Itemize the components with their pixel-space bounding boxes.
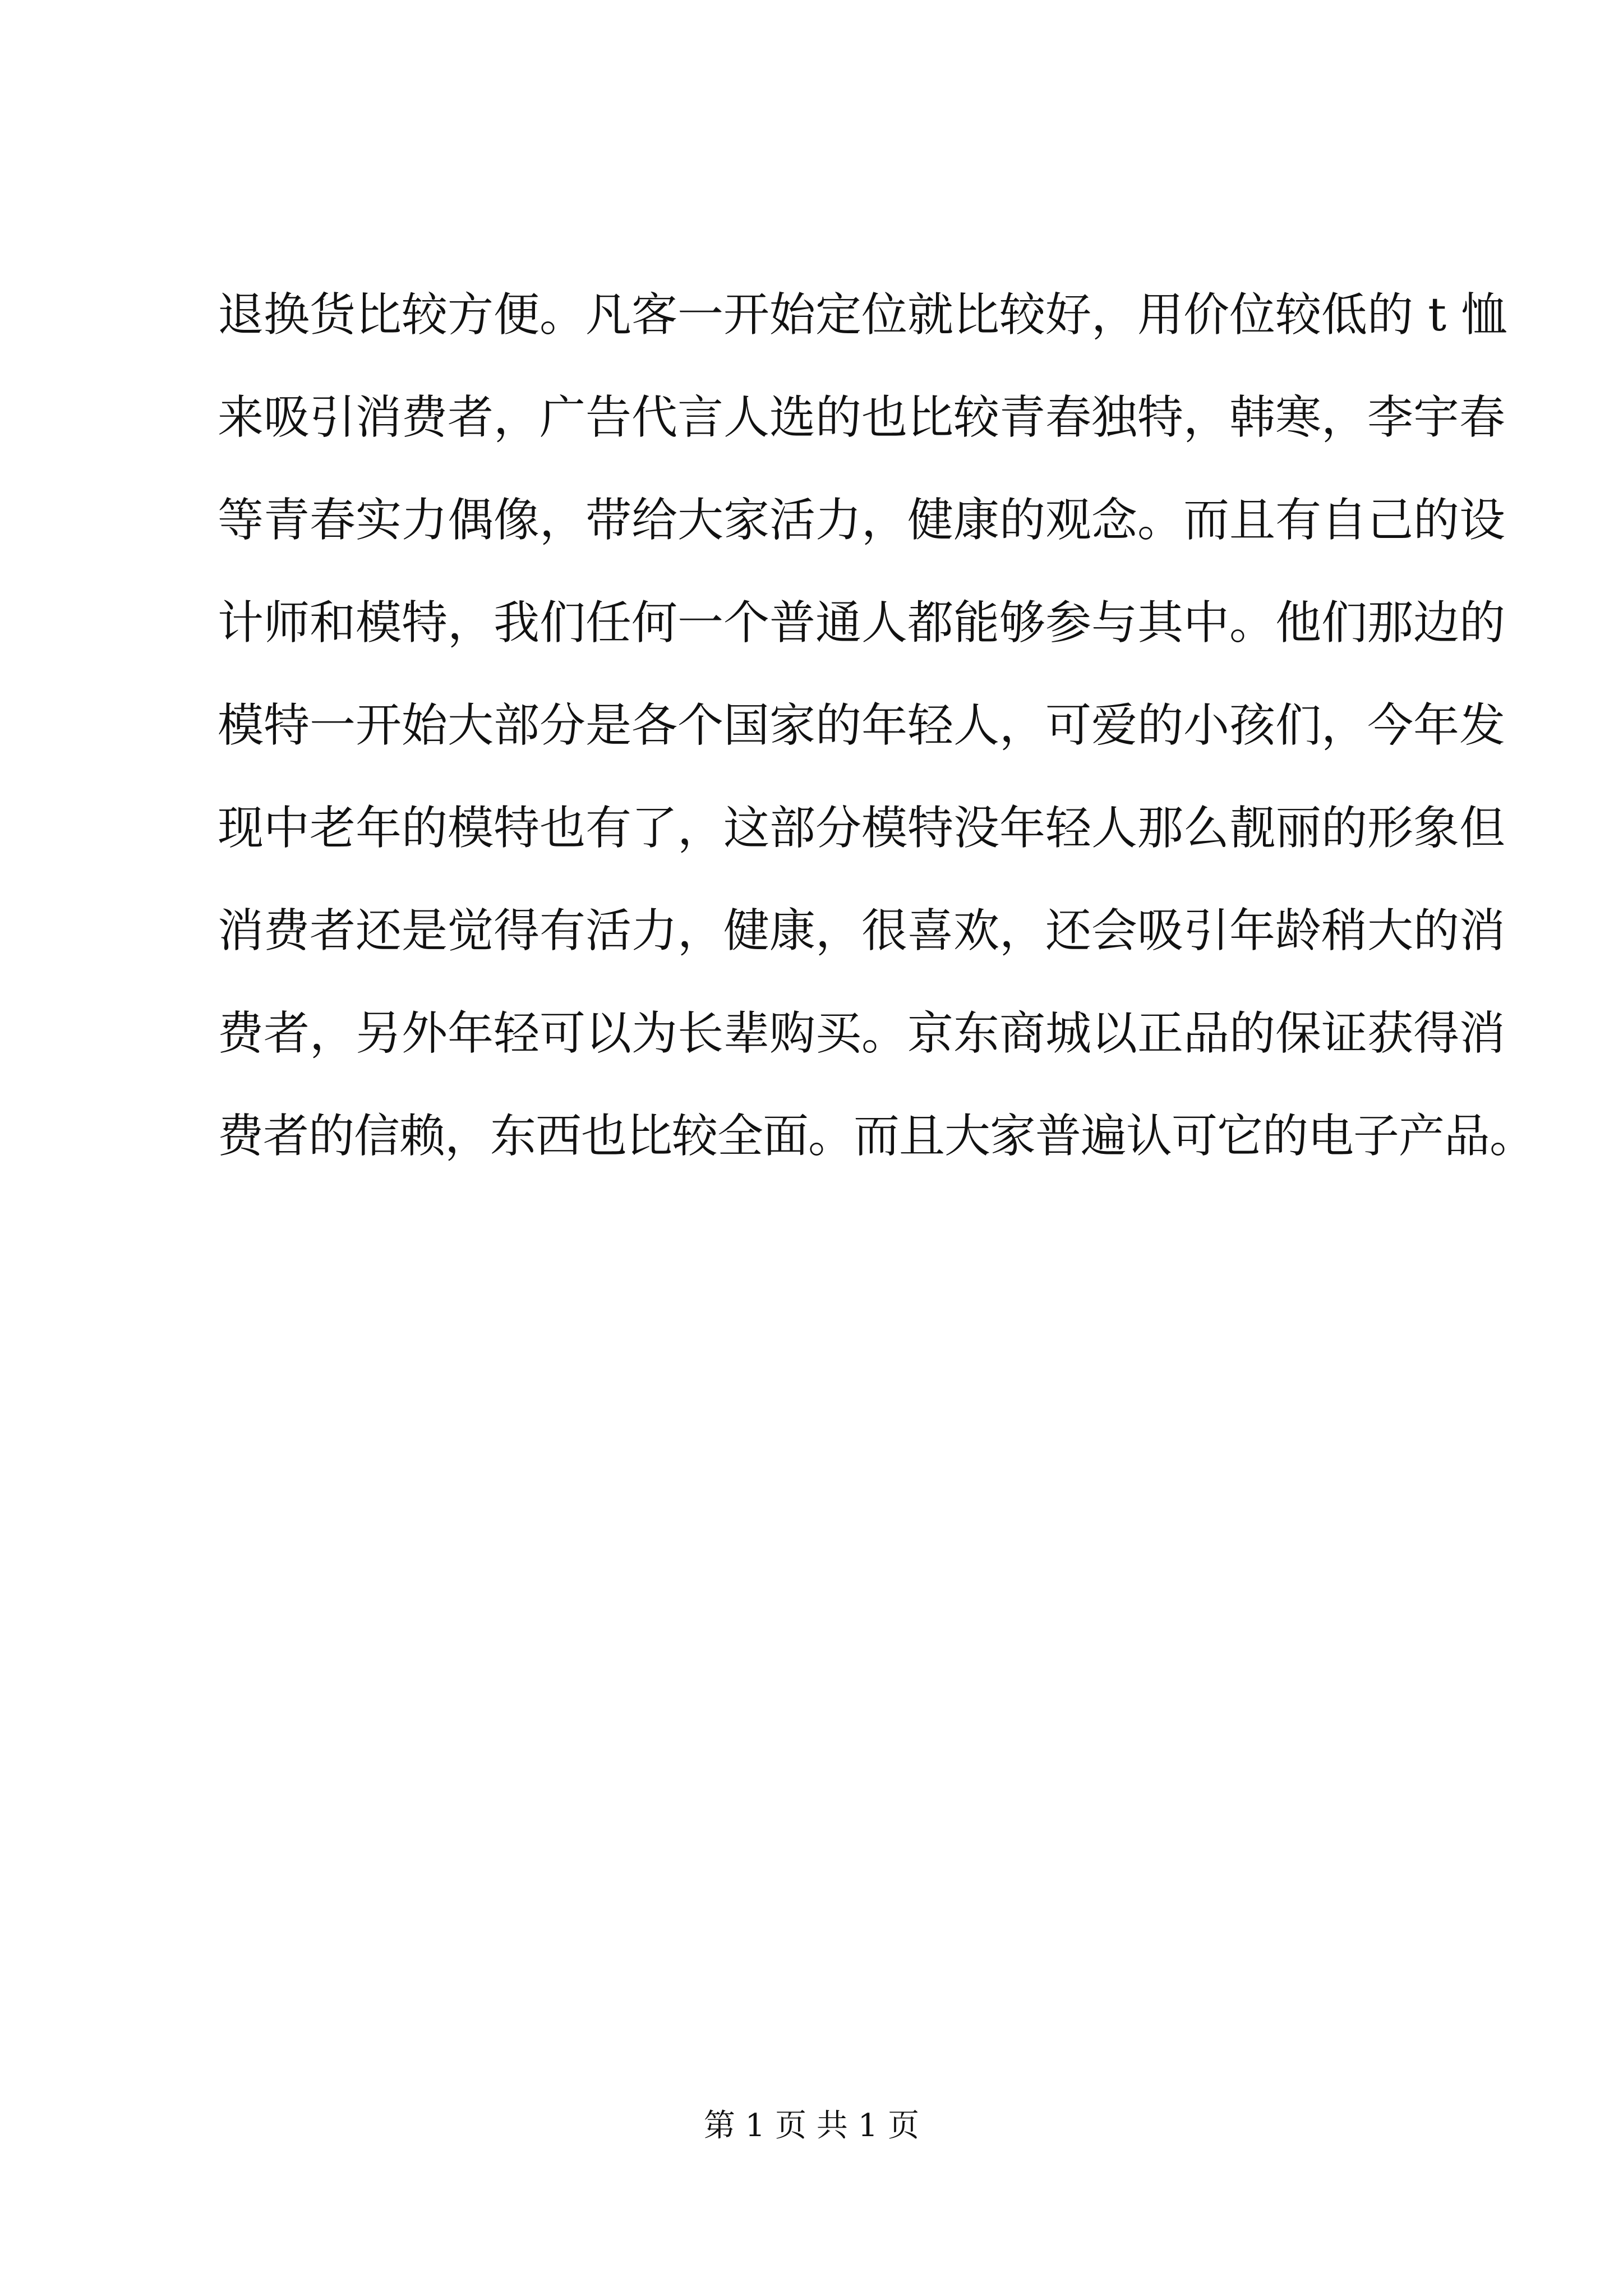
page-number-footer: 第 1 页 共 1 页 — [703, 2108, 920, 2144]
text-line: 费者的信赖，东西也比较全面。而且大家普遍认可它的电子产品。 — [218, 1110, 1536, 1163]
text-line: 现中老年的模特也有了，这部分模特没年轻人那么靓丽的形象但 — [218, 802, 1506, 855]
text-line: 消费者还是觉得有活力，健康，很喜欢，还会吸引年龄稍大的消 — [218, 904, 1506, 958]
text-line: 计师和模特，我们任何一个普通人都能够参与其中。他们那边的 — [218, 596, 1506, 650]
text-line: 模特一开始大部分是各个国家的年轻人，可爱的小孩们，今年发 — [218, 699, 1506, 752]
text-line: 等青春实力偶像，带给大家活力，健康的观念。而且有自己的设 — [218, 494, 1506, 547]
text-line: 来吸引消费者，广告代言人选的也比较青春独特，韩寒，李宇春 — [218, 391, 1506, 444]
text-line: 费者，另外年轻可以为长辈购买。京东商城以正品的保证获得消 — [218, 1007, 1506, 1060]
text-line: 退换货比较方便。凡客一开始定位就比较好，用价位较低的 t 恤 — [218, 288, 1507, 342]
body-paragraph — [218, 264, 1536, 1188]
